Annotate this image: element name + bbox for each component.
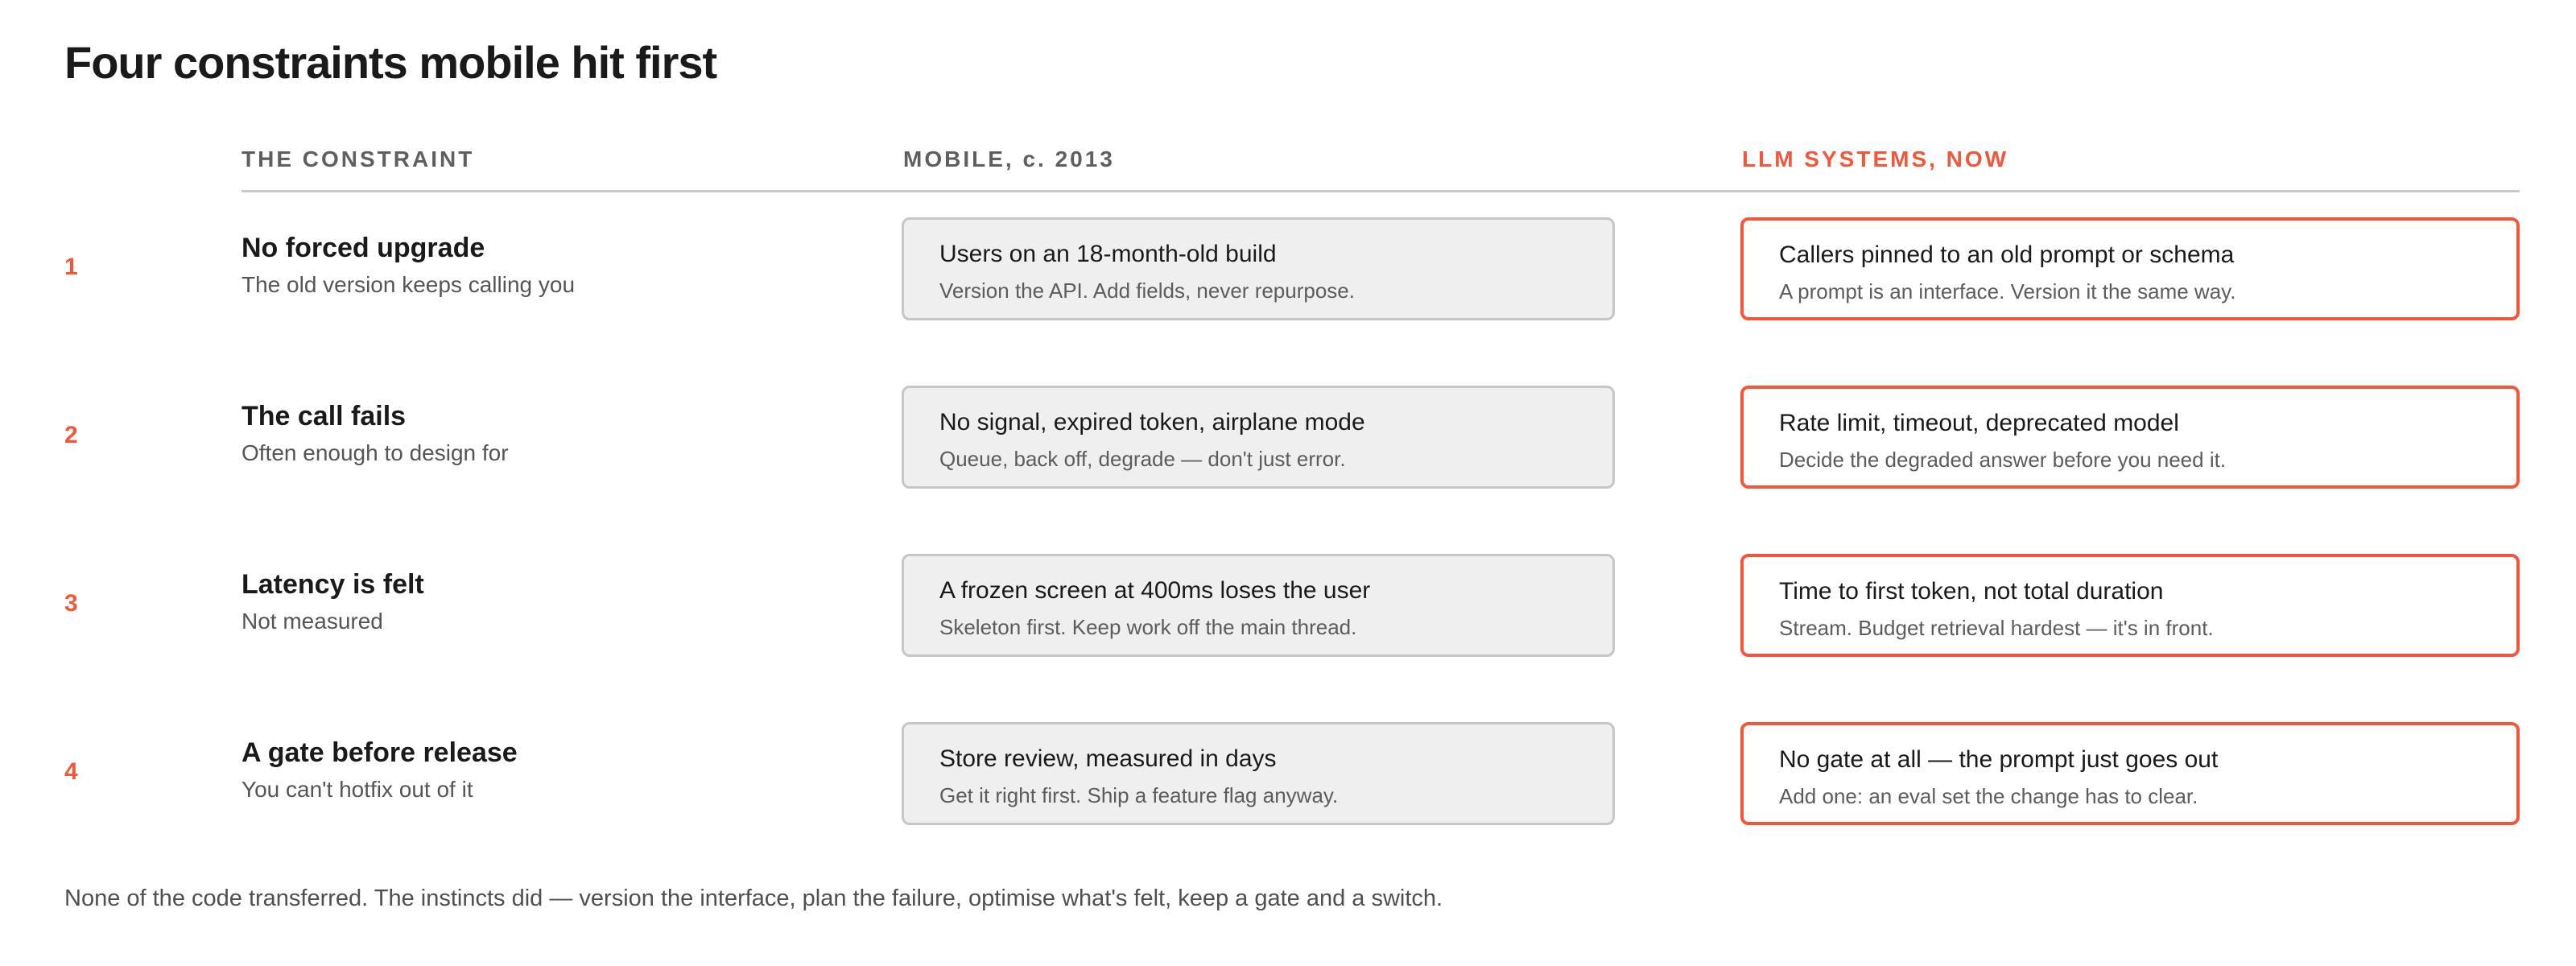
row-number: 3 xyxy=(64,590,78,617)
constraint-cell xyxy=(242,567,869,638)
mobile-card xyxy=(902,217,1615,320)
constraint-subtitle: You can't hotfix out of it xyxy=(242,777,473,802)
mobile-card xyxy=(902,722,1615,825)
column-header-llm: LLM SYSTEMS, NOW xyxy=(1742,147,2009,171)
constraint-title: A gate before release xyxy=(242,737,518,768)
llm-card-title: Callers pinned to an old prompt or schema xyxy=(1779,242,2235,268)
constraint-subtitle: The old version keeps calling you xyxy=(242,272,576,297)
mobile-card-subtitle: Queue, back off, degrade — don't just error. xyxy=(939,447,1346,471)
llm-card-subtitle: A prompt is an interface. Version it the same way. xyxy=(1779,279,2236,303)
constraint-row xyxy=(0,554,2576,657)
llm-card-title: No gate at all — the prompt just goes out xyxy=(1779,746,2219,773)
row-number: 2 xyxy=(64,422,78,448)
constraint-cell xyxy=(242,735,869,806)
row-number: 1 xyxy=(64,254,78,280)
constraint-title: The call fails xyxy=(242,401,407,431)
header-divider xyxy=(242,190,2520,192)
mobile-card-subtitle: Version the API. Add fields, never repurpose. xyxy=(939,279,1355,303)
constraint-row xyxy=(0,386,2576,489)
constraint-row xyxy=(0,217,2576,320)
llm-card-subtitle: Add one: an eval set the change has to clear. xyxy=(1779,784,2198,808)
footnote: None of the code transferred. The instincts did — version the interface, plan the failure, optimise what's felt, keep a gate and a switch. xyxy=(64,886,1443,911)
mobile-card-title: Store review, measured in days xyxy=(939,745,1277,772)
constraint-title: No forced upgrade xyxy=(242,233,485,263)
constraint-title: Latency is felt xyxy=(242,569,424,600)
mobile-card xyxy=(902,386,1615,489)
mobile-card-title: Users on an 18-month-old build xyxy=(939,241,1277,267)
constraint-row xyxy=(0,722,2576,825)
llm-card-subtitle: Decide the degraded answer before you need it. xyxy=(1779,448,2227,472)
llm-card xyxy=(1740,217,2520,320)
llm-card-subtitle: Stream. Budget retrieval hardest — it's in front. xyxy=(1779,616,2214,640)
constraint-subtitle: Not measured xyxy=(242,609,383,634)
llm-card xyxy=(1740,554,2520,657)
mobile-card-subtitle: Get it right first. Ship a feature flag anyway. xyxy=(939,783,1339,807)
mobile-card-subtitle: Skeleton first. Keep work off the main thread. xyxy=(939,615,1357,639)
constraint-cell xyxy=(242,230,869,301)
constraint-subtitle: Often enough to design for xyxy=(242,440,509,465)
llm-card-title: Time to first token, not total duration xyxy=(1779,578,2164,605)
constraint-cell xyxy=(242,398,869,469)
llm-card xyxy=(1740,722,2520,825)
mobile-card-title: No signal, expired token, airplane mode xyxy=(939,409,1365,436)
column-header-constraint: THE CONSTRAINT xyxy=(242,147,475,171)
llm-card xyxy=(1740,386,2520,489)
mobile-card xyxy=(902,554,1615,657)
llm-card-title: Rate limit, timeout, deprecated model xyxy=(1779,410,2179,436)
page-title: Four constraints mobile hit first xyxy=(64,37,717,88)
row-number: 4 xyxy=(64,758,78,785)
column-header-mobile: MOBILE, c. 2013 xyxy=(903,147,1115,171)
mobile-card-title: A frozen screen at 400ms loses the user xyxy=(939,577,1371,604)
